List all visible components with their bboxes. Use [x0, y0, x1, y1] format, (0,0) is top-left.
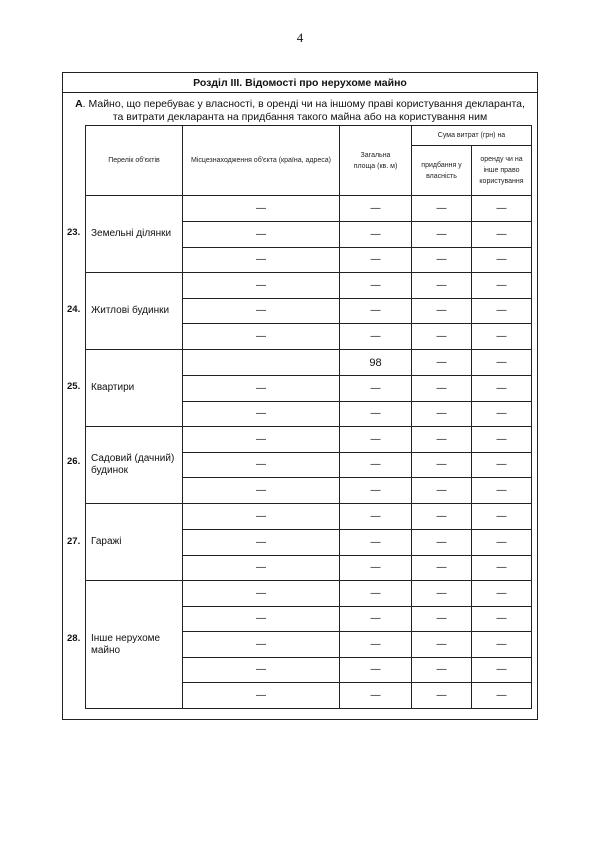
- cell-rent: —: [472, 530, 532, 556]
- cell-area: —: [340, 504, 412, 530]
- cell-area: —: [340, 299, 412, 324]
- cell-purchase: —: [412, 350, 472, 376]
- cell-purchase: —: [412, 196, 472, 222]
- cell-location: —: [183, 607, 340, 632]
- cell-purchase: —: [412, 248, 472, 273]
- cell-area: —: [340, 248, 412, 273]
- cell-area: —: [340, 658, 412, 683]
- cell-rent: —: [472, 607, 532, 632]
- cell-location: —: [183, 299, 340, 324]
- cell-purchase: —: [412, 581, 472, 607]
- cell-purchase: —: [412, 683, 472, 709]
- cell-rent: —: [472, 402, 532, 427]
- cell-rent: —: [472, 453, 532, 478]
- cell-area: —: [340, 273, 412, 299]
- cell-area: —: [340, 402, 412, 427]
- header-purchase: придбання у власність: [412, 146, 472, 196]
- cell-area: —: [340, 453, 412, 478]
- cell-rent: —: [472, 581, 532, 607]
- row-number: 28.: [67, 633, 81, 644]
- cell-location: —: [183, 196, 340, 222]
- cell-location: —: [183, 222, 340, 248]
- cell-location: —: [183, 632, 340, 658]
- subsection-text-line2: та витрати декларанта на придбання такого майна або на користування ним: [112, 111, 488, 123]
- cell-rent: —: [472, 248, 532, 273]
- cell-purchase: —: [412, 658, 472, 683]
- cell-location: —: [183, 402, 340, 427]
- cell-area: —: [340, 556, 412, 581]
- header-area: Загальна площа (кв. м): [340, 126, 412, 196]
- cell-area: —: [340, 324, 412, 350]
- cell-purchase: —: [412, 632, 472, 658]
- header-expenses: Сума витрат (грн) на: [412, 126, 532, 146]
- cell-purchase: —: [412, 324, 472, 350]
- category-houses: Житлові будинки: [86, 273, 183, 350]
- cell-purchase: —: [412, 273, 472, 299]
- cell-rent: —: [472, 632, 532, 658]
- category-other-real-estate: Інше нерухоме майно: [86, 581, 183, 709]
- category-country-house: Садовий (дачний) будинок: [86, 427, 183, 504]
- cell-purchase: —: [412, 376, 472, 402]
- header-rent: оренду чи на інше право користування: [472, 146, 532, 196]
- row-number: 25.: [67, 381, 81, 392]
- cell-rent: —: [472, 683, 532, 709]
- cell-area: —: [340, 530, 412, 556]
- subsection-heading: [63, 98, 537, 124]
- cell-rent: —: [472, 222, 532, 248]
- section-title: Розділ III. Відомості про нерухоме майно: [63, 73, 537, 93]
- cell-location: —: [183, 427, 340, 453]
- subsection-text-line1: . Майно, що перебуває у власності, в оренді чи на іншому праві користування декларанта,: [82, 98, 525, 110]
- cell-rent: —: [472, 556, 532, 581]
- category-apartments: Квартири: [86, 350, 183, 427]
- cell-location: —: [183, 556, 340, 581]
- category-land: Земельні ділянки: [86, 196, 183, 273]
- cell-rent: —: [472, 324, 532, 350]
- subsection-letter: А: [75, 98, 83, 110]
- cell-purchase: —: [412, 427, 472, 453]
- cell-rent: —: [472, 273, 532, 299]
- cell-rent: —: [472, 504, 532, 530]
- header-objects: Перелік об'єктів: [86, 126, 183, 196]
- cell-purchase: —: [412, 402, 472, 427]
- cell-location: —: [183, 273, 340, 299]
- cell-location: —: [183, 376, 340, 402]
- cell-rent: —: [472, 376, 532, 402]
- cell-purchase: —: [412, 607, 472, 632]
- cell-location: —: [183, 530, 340, 556]
- cell-area: —: [340, 581, 412, 607]
- row-number: 27.: [67, 536, 81, 547]
- cell-area: —: [340, 607, 412, 632]
- real-estate-table: [85, 125, 532, 709]
- cell-location: —: [183, 248, 340, 273]
- cell-purchase: —: [412, 504, 472, 530]
- cell-location: —: [183, 581, 340, 607]
- cell-purchase: —: [412, 556, 472, 581]
- cell-rent: —: [472, 658, 532, 683]
- cell-location: [183, 350, 340, 376]
- cell-rent: —: [472, 350, 532, 376]
- category-garages: Гаражі: [86, 504, 183, 581]
- cell-area: —: [340, 376, 412, 402]
- cell-rent: —: [472, 196, 532, 222]
- row-number: 24.: [67, 304, 81, 315]
- cell-area-value: 98: [340, 350, 412, 376]
- cell-purchase: —: [412, 478, 472, 504]
- cell-rent: —: [472, 478, 532, 504]
- cell-area: —: [340, 222, 412, 248]
- cell-purchase: —: [412, 222, 472, 248]
- cell-area: —: [340, 632, 412, 658]
- header-location: Місцезнаходження об'єкта (країна, адреса): [183, 126, 340, 196]
- cell-location: —: [183, 324, 340, 350]
- cell-purchase: —: [412, 299, 472, 324]
- cell-area: —: [340, 683, 412, 709]
- cell-rent: —: [472, 299, 532, 324]
- cell-location: —: [183, 453, 340, 478]
- cell-location: —: [183, 504, 340, 530]
- row-number: 26.: [67, 456, 81, 467]
- cell-location: —: [183, 658, 340, 683]
- row-number: 23.: [67, 227, 81, 238]
- cell-purchase: —: [412, 453, 472, 478]
- cell-area: —: [340, 478, 412, 504]
- cell-location: —: [183, 683, 340, 709]
- cell-location: —: [183, 478, 340, 504]
- cell-rent: —: [472, 427, 532, 453]
- cell-area: —: [340, 427, 412, 453]
- form-frame: [62, 72, 538, 720]
- page-number: 4: [296, 30, 304, 45]
- cell-area: —: [340, 196, 412, 222]
- cell-purchase: —: [412, 530, 472, 556]
